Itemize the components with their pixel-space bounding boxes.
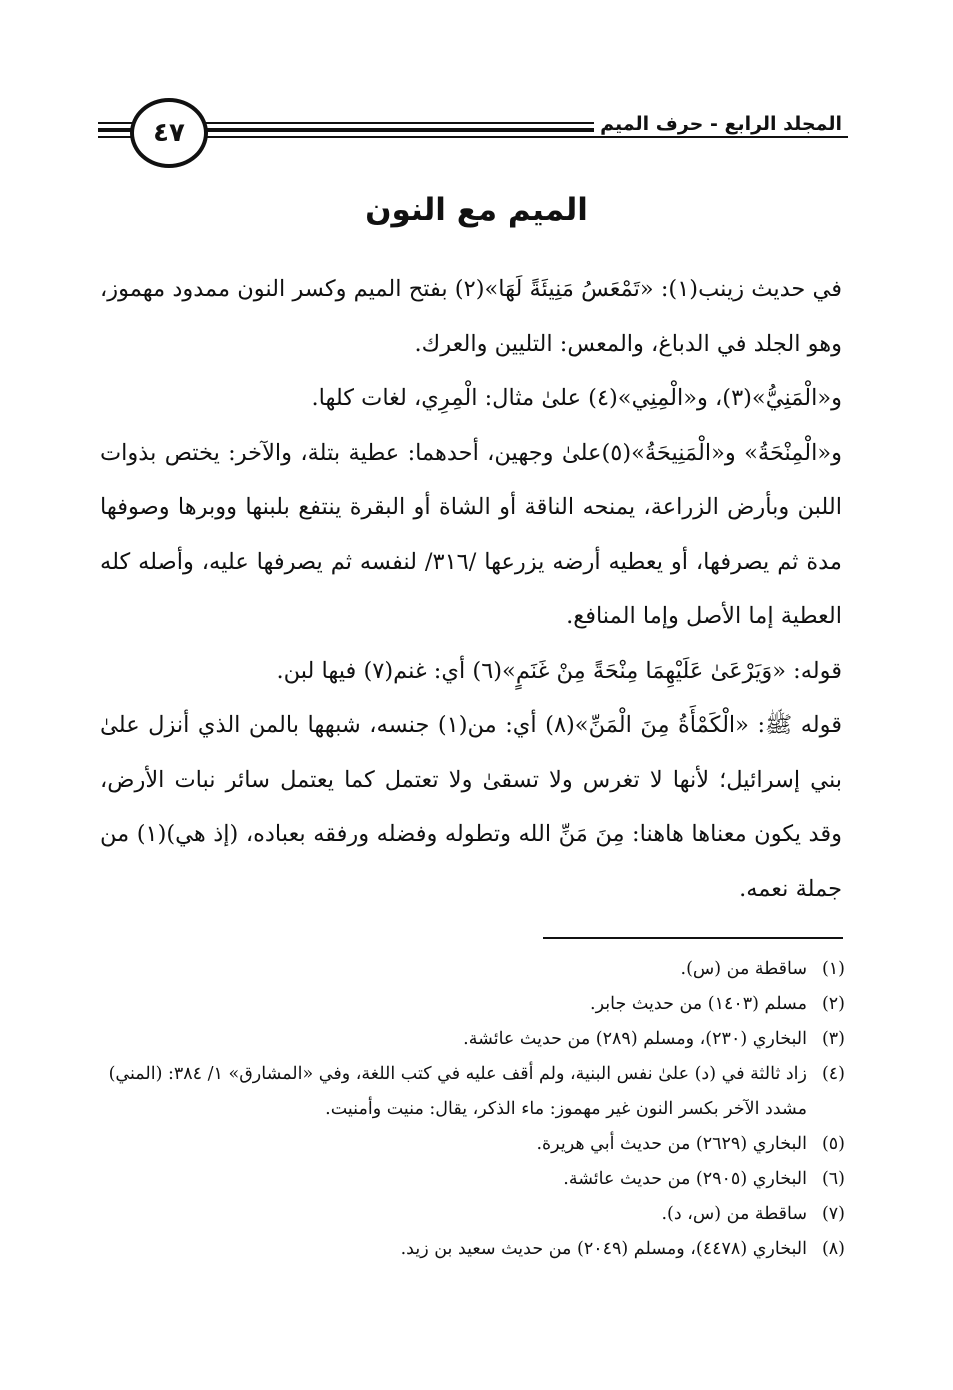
- footnote-number: (٤): [821, 1064, 845, 1084]
- footnote-text: زاد ثالثة في (د) علىٰ نفس البنية، ولم أقف عليه في كتب اللغة، وفي «المشارق» ١/ ٣٨٤: (المني) مشدد الآخر بكسر النون غير مهموز: ماء الذكر، يقال: منيت وأمنيت.: [108, 1064, 807, 1119]
- footnote: [100, 1162, 845, 1197]
- page-header: [98, 98, 848, 166]
- footnote-text: البخاري (٤٤٧٨)، ومسلم (٢٠٤٩) من حديث سعيد بن زيد.: [400, 1239, 807, 1259]
- footnote-text: مسلم (١٤٠٣) من حديث جابر.: [590, 994, 807, 1014]
- paragraph: و«الْمِنْحَةُ» و«الْمَنِيحَةُ»(٥)علىٰ وجهين، أحدهما: عطية بتلة، والآخر: يختص بذوات اللبن وبأرض الزراعة، يمنحه الناقة أو الشاة أو البقرة ينتفع بلبنها ووبرها وصوفها مدة ثم يصرفها، أو يعطيه أرضه يزرعها /٣١٦/ لنفسه ثم يصرفها عليه، وأصله كله العطية إما الأصل وإما المنافع.: [100, 439, 842, 629]
- footnote: [100, 1197, 845, 1232]
- footnote: [100, 952, 845, 987]
- running-title: المجلد الرابع - حرف الميم: [594, 113, 848, 135]
- footnote-number: (٥): [821, 1134, 845, 1154]
- footnotes: [100, 952, 845, 1267]
- footnote: [100, 987, 845, 1022]
- footnote: [100, 1057, 845, 1127]
- paragraph: قوله ﷺ: «الْكَمْأَةُ مِنَ الْمَنِّ»(٨) أي: من(١) جنسه، شبهها بالمن الذي أنزل علىٰ بني إسرائيل؛ لأنها لا تغرس ولا تسقىٰ ولا تعتمل كما يعتمل سائر نبات الأرض، وقد يكون معناها هاهنا: مِنَ مَنِّ الله وتطوله وفضله ورفقه بعباده، (إذ هي)(١) من جملة نعمه.: [100, 712, 842, 902]
- footnote-text: ساقطة من (س، د).: [661, 1204, 807, 1224]
- paragraph: في حديث زينب(١): «تَمْعَسُ مَنِيئَةً لَهَا»(٢) بفتح الميم وكسر النون ممدود مهموز، وهو الجلد في الدباغ، والمعس: التليين والعرك.: [100, 276, 842, 357]
- footnote-number: (٨): [821, 1239, 845, 1259]
- footnote: [100, 1022, 845, 1057]
- footnote-number: (٢): [821, 994, 845, 1014]
- footnote-separator: [543, 937, 843, 939]
- footnote-number: (٣): [821, 1029, 845, 1049]
- footnote-text: ساقطة من (س).: [680, 959, 807, 979]
- footnote-text: البخاري (٢٩٠٥) من حديث عائشة.: [563, 1169, 807, 1189]
- footnote-number: (٧): [821, 1204, 845, 1224]
- footnote: [100, 1232, 845, 1267]
- main-text: [100, 262, 842, 916]
- paragraph: و«الْمَنِيُّ»(٣)، و«الْمِنِي»(٤) علىٰ مثال: الْمِرِي، لغات كلها.: [311, 385, 842, 411]
- footnote-number: (١): [821, 959, 845, 979]
- footnote-text: البخاري (٢٦٢٩) من حديث أبي هريرة.: [536, 1134, 807, 1154]
- section-title: الميم مع النون: [365, 192, 588, 228]
- page-number: ٤٧: [153, 118, 185, 148]
- footnote: [100, 1127, 845, 1162]
- page-number-badge: [130, 98, 208, 168]
- footnote-number: (٦): [821, 1169, 845, 1189]
- paragraph: قوله: «وَيَرْعَىٰ عَلَيْهِمَا مِنْحَةً مِنْ غَنَمٍ»(٦) أي: غنم(٧) فيها لبن.: [276, 657, 842, 684]
- header-rule: [98, 136, 848, 138]
- footnote-text: البخاري (٢٣٠)، ومسلم (٢٨٩) من حديث عائشة.: [463, 1029, 807, 1049]
